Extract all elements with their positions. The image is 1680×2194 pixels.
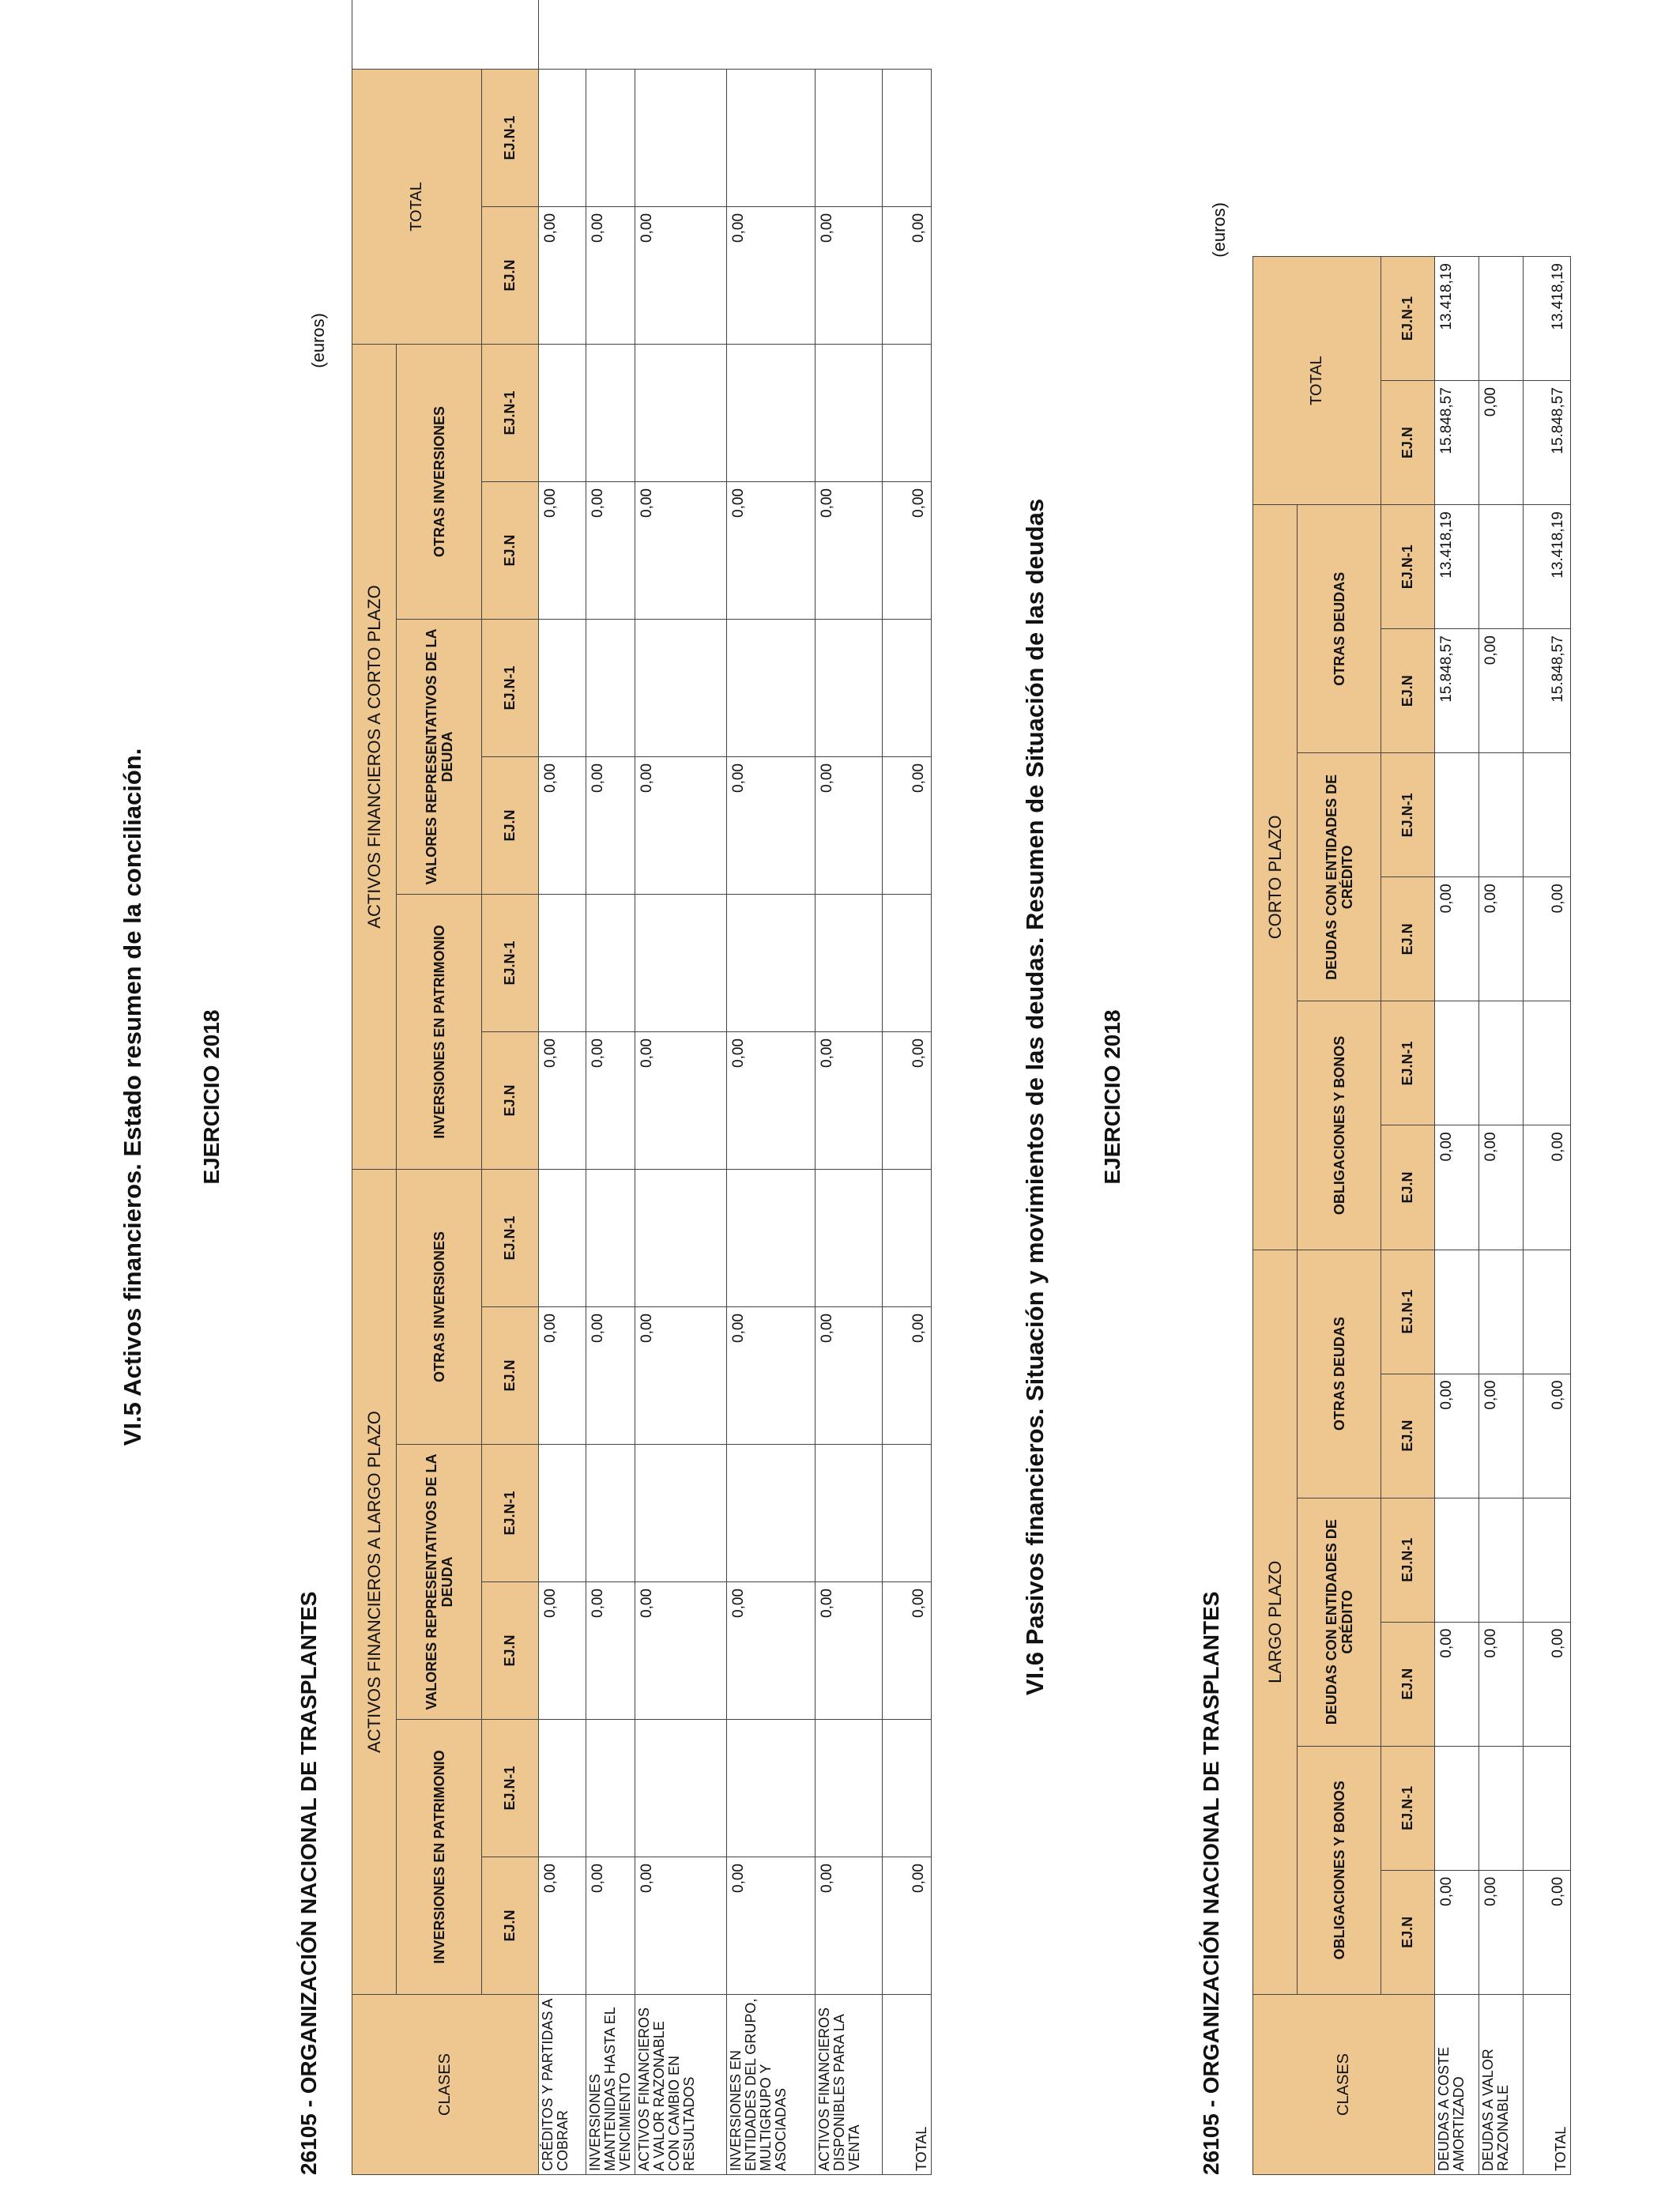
value-cell: 0,00 [883, 1032, 932, 1170]
category-cell: INVERSIONES MANTENIDAS HASTA EL VENCIMIENTO [586, 1995, 635, 2175]
value-cell: 0,00 [635, 1582, 727, 1720]
value-cell: 0,00 [635, 1307, 727, 1445]
section2-subtitle: EJERCICIO 2018 [1100, 1009, 1124, 1185]
value-cell [816, 1445, 883, 1582]
ej-n1-header: EJ.N-1 [482, 1720, 539, 1857]
total-header: TOTAL [352, 69, 482, 344]
ej-n-header: EJ.N [1381, 1125, 1435, 1250]
ej-n1-header: EJ.N-1 [482, 1170, 539, 1307]
group-header: VALORES REPRESENTATIVOS DE LA DEUDA [397, 620, 482, 895]
ej-n1-header: EJ.N-1 [1381, 1746, 1435, 1870]
value-cell [539, 895, 586, 1032]
value-cell [883, 620, 932, 757]
ej-n1-header: EJ.N-1 [482, 344, 539, 481]
ej-n-header: EJ.N [1381, 877, 1435, 1001]
value-cell [1435, 753, 1479, 877]
value-cell: 0,00 [1479, 1622, 1524, 1746]
value-cell: 0,00 [1479, 629, 1524, 753]
group-header: INVERSIONES EN PATRIMONIO [397, 1720, 482, 1995]
value-cell [586, 620, 635, 757]
group-header: INVERSIONES EN PATRIMONIO [397, 895, 482, 1170]
ej-n-header: EJ.N [1381, 381, 1435, 505]
value-cell [816, 1720, 883, 1857]
value-cell [727, 69, 816, 206]
value-cell [1479, 257, 1524, 381]
value-cell: 0,00 [1435, 1125, 1479, 1250]
group-header: OTRAS DEUDAS [1298, 1250, 1381, 1498]
group-header: OBLIGACIONES Y BONOS [1298, 1001, 1381, 1250]
ej-n1-header: EJ.N-1 [482, 1445, 539, 1582]
section1-subtitle: EJERCICIO 2018 [199, 1009, 224, 1185]
value-cell: 0,00 [586, 206, 635, 344]
value-cell [816, 69, 883, 206]
value-cell: 0,00 [586, 757, 635, 895]
value-cell: 0,00 [635, 1857, 727, 1995]
value-cell [1479, 1498, 1524, 1622]
value-cell: 0,00 [1479, 1374, 1524, 1498]
value-cell: 0,00 [727, 482, 816, 620]
value-cell: 15.848,57 [1435, 381, 1479, 505]
ej-n-header: EJ.N [482, 1857, 539, 1995]
ej-n-header: EJ.N [482, 1307, 539, 1445]
value-cell [1479, 1250, 1524, 1374]
ej-n1-header: EJ.N-1 [1381, 1498, 1435, 1622]
table-row [727, 0, 816, 2175]
table-row [1435, 257, 1479, 2175]
ej-n-header: EJ.N [1381, 1622, 1435, 1746]
value-cell: 0,00 [1435, 1622, 1479, 1746]
value-cell [635, 69, 727, 206]
group-header: DEUDAS CON ENTIDADES DE CRÉDITO [1298, 753, 1381, 1001]
value-cell: 0,00 [539, 1307, 586, 1445]
value-cell: 0,00 [883, 1857, 932, 1995]
value-cell: 0,00 [816, 1032, 883, 1170]
value-cell [883, 344, 932, 481]
assets-table [352, 0, 932, 2175]
value-cell: 0,00 [816, 757, 883, 895]
liabilities-table [1252, 256, 1571, 2175]
value-cell [539, 1720, 586, 1857]
value-cell [586, 1720, 635, 1857]
value-cell [1435, 1746, 1479, 1870]
category-cell: TOTAL [883, 1995, 932, 2175]
value-cell: 0,00 [586, 482, 635, 620]
value-cell: 15.848,57 [1524, 381, 1571, 505]
group-header: OTRAS INVERSIONES [397, 1170, 482, 1445]
value-cell [539, 1170, 586, 1307]
group-header: OTRAS DEUDAS [1298, 505, 1381, 753]
value-cell [816, 895, 883, 1032]
value-cell: 13.418,19 [1524, 505, 1571, 629]
value-cell [586, 69, 635, 206]
value-cell [539, 344, 586, 481]
ej-n-header: EJ.N [482, 206, 539, 344]
ej-n1-header: EJ.N-1 [1381, 505, 1435, 629]
value-cell [539, 620, 586, 757]
value-cell [539, 1445, 586, 1582]
value-cell [883, 69, 932, 206]
value-cell [883, 1170, 932, 1307]
ej-n1-header: EJ.N-1 [482, 895, 539, 1032]
section2-organization: 26105 - ORGANIZACIÓN NACIONAL DE TRASPLANTES [1199, 1591, 1223, 2175]
ej-n-header: EJ.N [482, 757, 539, 895]
ej-n-header: EJ.N [482, 1032, 539, 1170]
clases-header: CLASES [1253, 1994, 1435, 2174]
value-cell [727, 1720, 816, 1857]
value-cell: 15.848,57 [1435, 629, 1479, 753]
value-cell [1524, 1498, 1571, 1622]
table-row [883, 0, 932, 2175]
value-cell: 0,00 [727, 757, 816, 895]
value-cell: 0,00 [1524, 1870, 1571, 1994]
value-cell [1479, 1001, 1524, 1125]
table-row [586, 0, 635, 2175]
long-term-header: ACTIVOS FINANCIEROS A LARGO PLAZO [352, 1170, 397, 1995]
value-cell: 0,00 [635, 757, 727, 895]
group-header: OBLIGACIONES Y BONOS [1298, 1746, 1381, 1994]
table-row [816, 0, 883, 2175]
value-cell [816, 344, 883, 481]
section2-title: VI.6 Pasivos financieros. Situación y movimientos de las deudas. Resumen de Situación de las deudas [1021, 498, 1049, 1696]
value-cell: 0,00 [539, 757, 586, 895]
table-row [635, 0, 727, 2175]
long-term-header: LARGO PLAZO [1253, 1250, 1298, 1994]
ej-n-header: EJ.N [1381, 1870, 1435, 1994]
value-cell: 0,00 [883, 1582, 932, 1720]
value-cell [727, 1445, 816, 1582]
value-cell: 0,00 [883, 206, 932, 344]
value-cell [1524, 753, 1571, 877]
value-cell: 0,00 [1479, 1870, 1524, 1994]
value-cell: 0,00 [727, 206, 816, 344]
section2-units: (euros) [1209, 202, 1229, 258]
table-row [539, 0, 586, 2175]
ej-n-header: EJ.N [482, 482, 539, 620]
value-cell: 0,00 [1479, 877, 1524, 1001]
value-cell [1524, 1746, 1571, 1870]
value-cell [635, 344, 727, 481]
value-cell: 0,00 [727, 1582, 816, 1720]
value-cell: 0,00 [816, 206, 883, 344]
value-cell: 13.418,19 [1524, 257, 1571, 381]
value-cell [883, 1720, 932, 1857]
value-cell: 0,00 [539, 1582, 586, 1720]
value-cell: 0,00 [1435, 1374, 1479, 1498]
value-cell [883, 895, 932, 1032]
value-cell [539, 69, 586, 206]
blank-column [352, 0, 539, 69]
value-cell: 0,00 [539, 482, 586, 620]
value-cell: 0,00 [635, 482, 727, 620]
value-cell: 0,00 [727, 1032, 816, 1170]
value-cell: 0,00 [883, 757, 932, 895]
group-header: VALORES REPRESENTATIVOS DE LA DEUDA [397, 1445, 482, 1720]
value-cell [727, 895, 816, 1032]
value-cell [1524, 1250, 1571, 1374]
value-cell: 0,00 [1479, 381, 1524, 505]
value-cell [635, 1445, 727, 1582]
value-cell [1435, 1250, 1479, 1374]
total-header: TOTAL [1253, 257, 1381, 505]
value-cell: 0,00 [1524, 1622, 1571, 1746]
group-header: OTRAS INVERSIONES [397, 344, 482, 619]
value-cell: 0,00 [586, 1032, 635, 1170]
value-cell [883, 1445, 932, 1582]
value-cell: 0,00 [1524, 877, 1571, 1001]
value-cell [727, 1170, 816, 1307]
value-cell: 0,00 [1524, 1125, 1571, 1250]
value-cell [635, 620, 727, 757]
value-cell [727, 620, 816, 757]
group-header: DEUDAS CON ENTIDADES DE CRÉDITO [1298, 1498, 1381, 1746]
value-cell [1435, 1001, 1479, 1125]
ej-n-header: EJ.N [482, 1582, 539, 1720]
short-term-header: CORTO PLAZO [1253, 505, 1298, 1250]
value-cell [586, 1170, 635, 1307]
category-cell: ACTIVOS FINANCIEROS DISPONIBLES PARA LA VENTA [816, 1995, 883, 2175]
table-row [1479, 257, 1524, 2175]
ej-n1-header: EJ.N-1 [482, 620, 539, 757]
value-cell: 0,00 [586, 1857, 635, 1995]
value-cell: 0,00 [586, 1307, 635, 1445]
table-row [1524, 257, 1571, 2175]
value-cell: 0,00 [816, 1857, 883, 1995]
value-cell: 0,00 [539, 1857, 586, 1995]
ej-n1-header: EJ.N-1 [1381, 257, 1435, 381]
value-cell: 13.418,19 [1435, 257, 1479, 381]
category-cell: CRÉDITOS Y PARTIDAS A COBRAR [539, 1995, 586, 2175]
value-cell: 0,00 [816, 482, 883, 620]
ej-n1-header: EJ.N-1 [1381, 1001, 1435, 1125]
value-cell [1479, 753, 1524, 877]
value-cell: 0,00 [539, 206, 586, 344]
short-term-header: ACTIVOS FINANCIEROS A CORTO PLAZO [352, 344, 397, 1169]
value-cell [727, 344, 816, 481]
value-cell: 0,00 [727, 1307, 816, 1445]
value-cell: 0,00 [539, 1032, 586, 1170]
value-cell [586, 1445, 635, 1582]
section1-title: VI.5 Activos financieros. Estado resumen de la conciliación. [119, 748, 146, 1446]
value-cell: 13.418,19 [1435, 505, 1479, 629]
value-cell: 0,00 [586, 1582, 635, 1720]
value-cell: 0,00 [816, 1582, 883, 1720]
value-cell [586, 344, 635, 481]
value-cell: 0,00 [1479, 1125, 1524, 1250]
value-cell: 0,00 [635, 1032, 727, 1170]
ej-n1-header: EJ.N-1 [1381, 1250, 1435, 1374]
category-cell: ACTIVOS FINANCIEROS A VALOR RAZONABLE CON CAMBIO EN RESULTADOS [635, 1995, 727, 2175]
category-cell: INVERSIONES EN ENTIDADES DEL GRUPO, MULTIGRUPO Y ASOCIADAS [727, 1995, 816, 2175]
value-cell: 0,00 [883, 482, 932, 620]
ej-n1-header: EJ.N-1 [1381, 753, 1435, 877]
category-cell: TOTAL [1524, 1994, 1571, 2174]
value-cell [1524, 1001, 1571, 1125]
value-cell: 15.848,57 [1524, 629, 1571, 753]
ej-n-header: EJ.N [1381, 629, 1435, 753]
value-cell: 0,00 [883, 1307, 932, 1445]
value-cell: 0,00 [1524, 1374, 1571, 1498]
value-cell: 0,00 [1435, 877, 1479, 1001]
clases-header: CLASES [352, 1995, 539, 2175]
value-cell: 0,00 [816, 1307, 883, 1445]
category-cell: DEUDAS A VALOR RAZONABLE [1479, 1994, 1524, 2174]
year-header-row [482, 0, 539, 2175]
ej-n1-header: EJ.N-1 [482, 69, 539, 206]
value-cell [1479, 1746, 1524, 1870]
value-cell [635, 1720, 727, 1857]
value-cell [1435, 1498, 1479, 1622]
value-cell [635, 895, 727, 1032]
year-header-row [1381, 257, 1435, 2175]
value-cell: 0,00 [1435, 1870, 1479, 1994]
section1-organization: 26105 - ORGANIZACIÓN NACIONAL DE TRASPLANTES [296, 1591, 321, 2175]
value-cell [586, 895, 635, 1032]
value-cell [1479, 505, 1524, 629]
value-cell: 0,00 [635, 206, 727, 344]
section1-units: (euros) [308, 313, 328, 368]
category-cell: DEUDAS A COSTE AMORTIZADO [1435, 1994, 1479, 2174]
value-cell [816, 1170, 883, 1307]
value-cell [635, 1170, 727, 1307]
value-cell: 0,00 [727, 1857, 816, 1995]
ej-n-header: EJ.N [1381, 1374, 1435, 1498]
value-cell [816, 620, 883, 757]
